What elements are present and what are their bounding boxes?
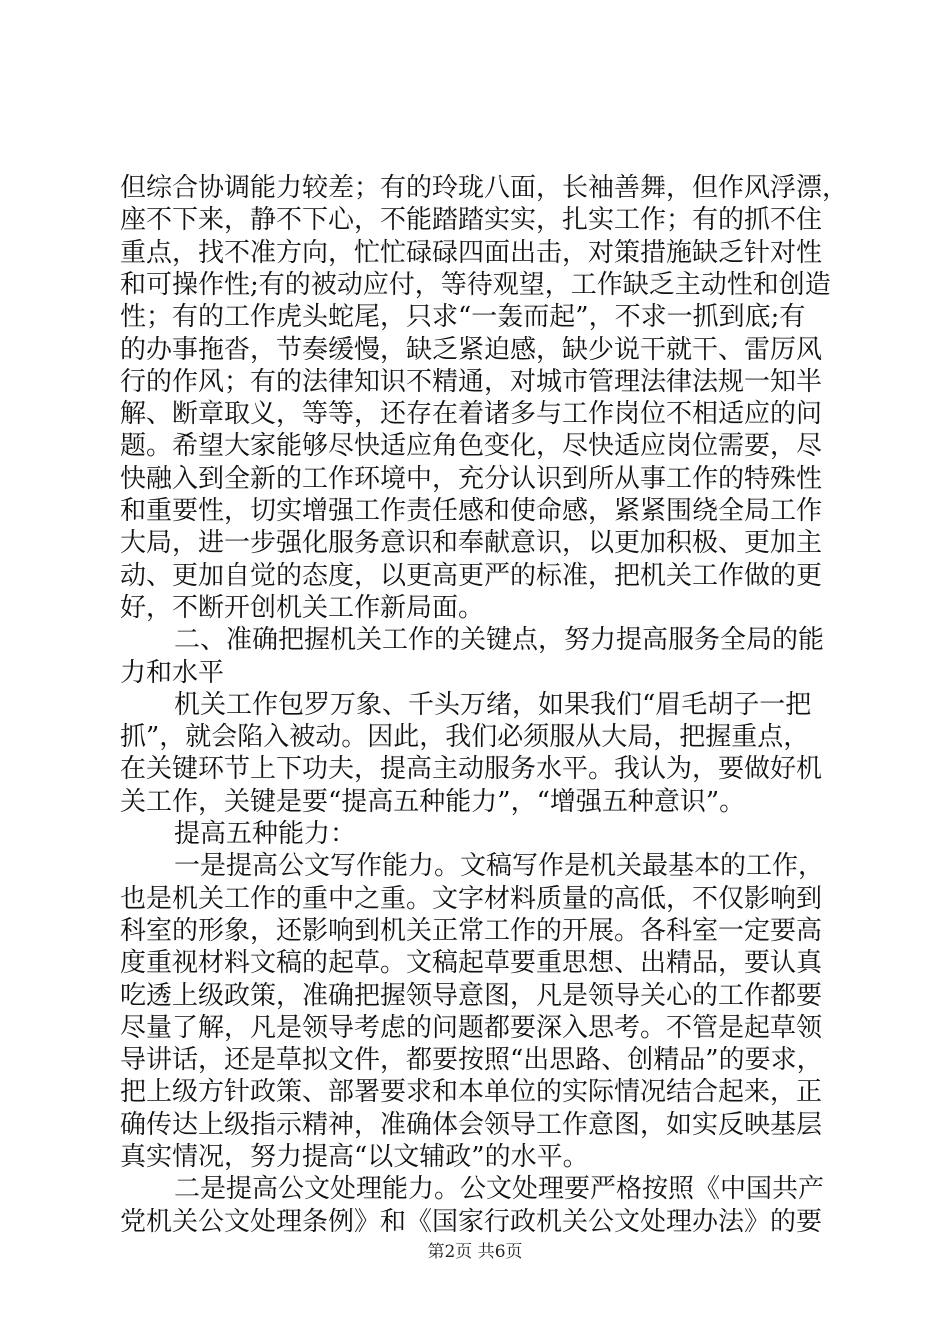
body-text-line: 在关键环节上下功夫，提高主动服务水平。我认为，要做好机	[120, 754, 823, 785]
body-text-line: 吃透上级政策，准确把握领导意图，凡是领导关心的工作都要	[120, 980, 823, 1011]
body-text-line: 解、断章取义，等等，还存在着诸多与工作岗位不相适应的问	[120, 399, 823, 430]
body-text-line: 党机关公文处理条例》和《国家行政机关公文处理办法》的要	[120, 1206, 823, 1237]
body-text-line: 和重要性，切实增强工作责任感和使命感，紧紧围绕全局工作	[120, 496, 823, 526]
body-text-line: 的办事拖沓，节奏缓慢，缺乏紧迫感，缺少说干就干、雷厉风	[120, 334, 823, 365]
section-heading-line: 二、准确把握机关工作的关键点，努力提高服务全局的能	[174, 625, 825, 656]
body-text-line: 行的作风；有的法律知识不精通，对城市管理法律法规一知半	[120, 366, 823, 397]
body-text-line: 重点，找不准方向，忙忙碌碌四面出击，对策措施缺乏针对性	[120, 237, 823, 268]
body-text-line: 尽量了解，凡是领导考虑的问题都要深入思考。不管是起草领	[120, 1012, 823, 1043]
body-text-line: 导讲话，还是草拟文件，都要按照“出思路、创精品”的要求，	[120, 1045, 823, 1076]
body-text-line: 确传达上级指示精神，准确体会领导工作意图，如实反映基层	[120, 1109, 823, 1140]
body-text-line: 二是提高公文处理能力。公文处理要严格按照《中国共产	[174, 1174, 825, 1205]
page-number-footer: 第2页 共6页	[427, 1242, 523, 1262]
body-text-line: 和可操作性;有的被动应付，等待观望，工作缺乏主动性和创造	[120, 269, 831, 300]
body-text-line: 把上级方针政策、部署要求和本单位的实际情况结合起来，正	[120, 1077, 823, 1108]
body-text-line: 好，不断开创机关工作新局面。	[120, 592, 485, 623]
body-text-line: 座不下来，静不下心，不能踏踏实实，扎实工作；有的抓不住	[120, 205, 823, 236]
body-text-line: 抓”，就会陷入被动。因此，我们必须服从大局，把握重点，	[120, 722, 810, 753]
body-text-line: 提高五种能力：	[174, 819, 357, 849]
body-text-line: 一是提高公文写作能力。文稿写作是机关最基本的工作，	[174, 851, 825, 882]
body-text-line: 动、更加自觉的态度，以更高更严的标准，把机关工作做的更	[120, 560, 823, 591]
body-text-line: 也是机关工作的重中之重。文字材料质量的高低，不仅影响到	[120, 883, 823, 914]
body-text-line: 快融入到全新的工作环境中，充分认识到所从事工作的特殊性	[120, 463, 823, 494]
body-text-line: 题。希望大家能够尽快适应角色变化，尽快适应岗位需要，尽	[120, 431, 823, 462]
body-text-line: 大局，进一步强化服务意识和奉献意识，以更加积极、更加主	[120, 528, 823, 559]
body-text-line: 真实情况，努力提高“以文辅政”的水平。	[120, 1142, 589, 1172]
body-text-line: 但综合协调能力较差；有的玲珑八面，长袖善舞，但作风浮漂，	[120, 173, 849, 203]
body-text-line: 关工作，关键是要“提高五种能力”，“增强五种意识”。	[120, 786, 746, 817]
body-text-line: 科室的形象，还影响到机关正常工作的开展。各科室一定要高	[120, 915, 823, 946]
body-text-line: 度重视材料文稿的起草。文稿起草要重思想、出精品，要认真	[120, 948, 823, 979]
body-text-line: 性；有的工作虎头蛇尾，只求“一轰而起”，不求一抓到底;有	[120, 302, 806, 333]
section-heading-line: 力和水平	[120, 657, 225, 688]
body-text-line: 机关工作包罗万象、千头万绪，如果我们“眉毛胡子一把	[174, 689, 812, 720]
